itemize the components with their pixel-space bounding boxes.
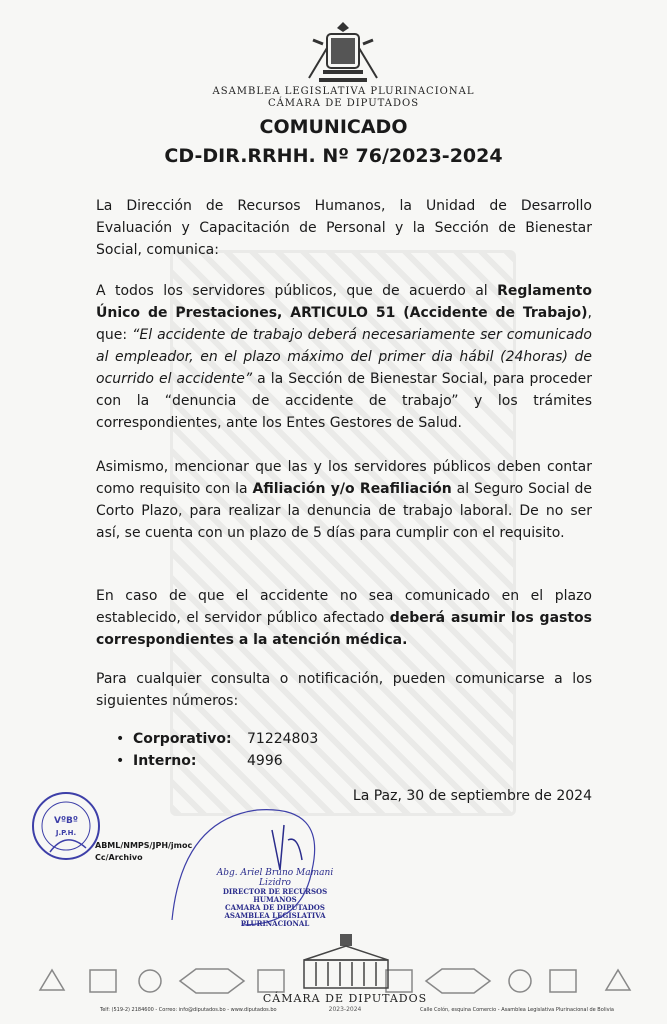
footer-contact-info: Telf: (519-2) 2184600 - Correo: info@diputados.bo - www.diputados.bo — [100, 1007, 277, 1013]
chamber-name: CÁMARA DE DIPUTADOS — [267, 98, 420, 109]
document-title: COMUNICADO — [259, 116, 408, 138]
institution-name: ASAMBLEA LEGISLATIVA PLURINACIONAL — [212, 86, 475, 97]
paragraph-requirement: Asimismo, mencionar que las y los servidores públicos deben contar como requisito con la Afiliación y/o Reafiliación al Seguro Social de Corto Plazo, para realizar la denuncia de trabajo laboral. De no ser así, se cuenta con un plazo de 5 días para cumplir con el requisito. — [96, 459, 592, 541]
seal-code-text: J.P.H. — [55, 829, 77, 837]
bullet-icon: • — [116, 731, 125, 747]
paragraph-regulation: A todos los servidores públicos, que de acuerdo al Reglamento Único de Prestaciones, ARTICULO 51 (Accidente de Trabajo), que: “El accidente de trabajo deberá necesariamente ser comunicado al empleador, en el plazo máximo del primer dia hábil (24horas) de ocurrido el accidente” a la Sección de Bienestar Social, para proceder con la “denuncia de accidente de trabajo” y los trámites correspondientes, ante los Entes Gestores de Salud. — [96, 283, 593, 431]
footer-years: 2023-2024 — [328, 1006, 362, 1013]
contact-label: Interno: — [133, 753, 197, 769]
footer-address: Calle Colón, esquina Comercio - Asamblea Legislativa Plurinacional de Bolivia — [420, 1007, 614, 1013]
affiliation-emphasis: Afiliación y/o Reafiliación — [252, 481, 452, 497]
regulation-quote: “El accidente de trabajo deberá necesariamente ser comunicado al empleador, en el plazo máximo del primer dia hábil (24horas) de ocurrido el accidente” — [96, 327, 593, 387]
contact-value: 4996 — [247, 753, 283, 769]
initials-line: ABML/NMPS/JPH/jmoc — [95, 841, 193, 850]
bullet-icon: • — [116, 753, 125, 769]
document-date: La Paz, 30 de septiembre de 2024 — [352, 788, 592, 804]
coat-of-arms-logo — [305, 18, 381, 88]
signatory-chamber: CAMARA DE DIPUTADOS — [225, 903, 325, 912]
signatory-title: DIRECTOR DE RECURSOS HUMANOS — [222, 887, 328, 904]
contact-value: 71224803 — [247, 731, 319, 747]
regulation-reference: Reglamento Único de Prestaciones, ARTICULO 51 (Accidente de Trabajo) — [96, 283, 592, 321]
paragraph-consequence: En caso de que el accidente no sea comunicado en el plazo establecido, el servidor público afectado deberá asumir los gastos correspondientes a la atención médica. — [96, 588, 592, 648]
seal-vb-text: VºBº — [54, 816, 78, 826]
approval-seal-stamp — [30, 790, 102, 862]
paragraph-contact: Para cualquier consulta o notificación, pueden comunicarse a los siguientes números: — [96, 671, 592, 709]
signature-stamp — [210, 868, 340, 928]
signatory-assembly: ASAMBLEA LEGISLATIVA PLURINACIONAL — [224, 911, 326, 928]
contact-label: Corporativo: — [133, 731, 232, 747]
footer-chamber-label: CÁMARA DE DIPUTADOS — [262, 992, 428, 1005]
document-reference: CD-DIR.RRHH. Nº 76/2023-2024 — [164, 145, 503, 167]
expenses-emphasis: deberá asumir los gastos correspondientes a la atención médica. — [96, 610, 592, 648]
paragraph-intro: La Dirección de Recursos Humanos, la Unidad de Desarrollo Evaluación y Capacitación de Personal y la Sección de Bienestar Social, comunica: — [96, 198, 592, 258]
copy-line: Cc/Archivo — [95, 853, 143, 862]
signatory-name: Abg. Ariel Bruno Mamani Lizidro — [216, 868, 334, 888]
parliament-building-icon — [284, 930, 408, 1000]
